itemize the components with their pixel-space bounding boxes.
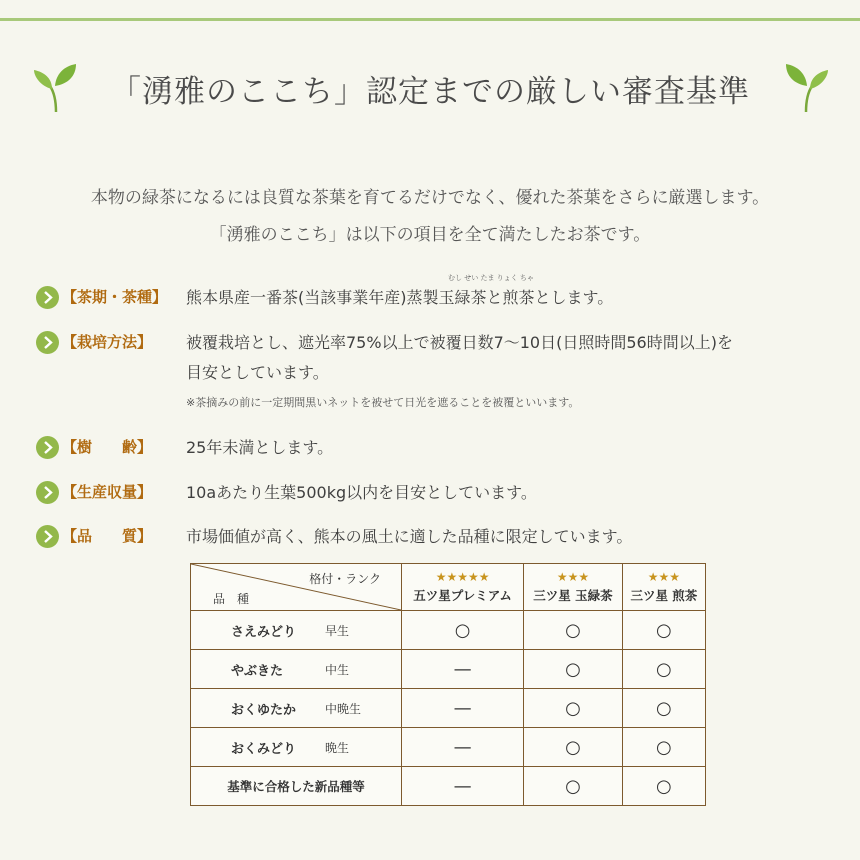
harvest-timing: 晩生 (325, 741, 350, 755)
intro-line-1: 本物の緑茶になるには良質な茶葉を育てるだけでなく、優れた茶葉をさらに厳選します。 (90, 188, 770, 208)
corner-rank-label: 格付・ランク (309, 572, 381, 586)
variety-cell (191, 611, 402, 650)
arrow-bullet-icon (36, 436, 59, 459)
mark-cell: ○ (524, 767, 623, 806)
page-title: 「湧雅のここち」認定までの厳しい審査基準 (110, 74, 750, 110)
arrow-bullet-icon (36, 331, 59, 354)
table-row (191, 650, 706, 689)
harvest-timing: 中晩生 (325, 702, 362, 716)
column-header (524, 564, 623, 611)
criteria-text-continued: 目安としています。 (186, 363, 329, 382)
tea-leaf-icon (30, 62, 82, 114)
criteria-label: 【栽培方法】 (62, 333, 153, 351)
criteria-text: 市場価値が高く、熊本の風土に適した品種に限定しています。 (186, 527, 633, 546)
variety-name: やぶきた (231, 664, 284, 679)
mark-cell: — (402, 728, 524, 767)
mark-cell: ○ (622, 689, 705, 728)
star-rating: ★★★ (647, 570, 681, 584)
table-corner-cell (191, 564, 402, 611)
ruby-reading: むし せい たま りょく ちゃ (448, 274, 534, 282)
variety-cell (191, 767, 402, 806)
criteria-text: 熊本県産一番茶(当該事業年産)蒸製玉緑茶と煎茶とします。 (186, 288, 614, 307)
grade-label: 五ツ星プレミアム (413, 588, 512, 603)
table-row (191, 611, 706, 650)
mark-cell: — (402, 689, 524, 728)
criteria-text: 被覆栽培とし、遮光率75%以上で被覆日数7～10日(日照時間56時間以上)を (186, 333, 733, 352)
arrow-bullet-icon (36, 481, 59, 504)
table-row (191, 689, 706, 728)
rank-table (190, 563, 706, 806)
mark-cell: ○ (622, 650, 705, 689)
mark-cell: ○ (622, 728, 705, 767)
harvest-timing: 早生 (325, 624, 350, 638)
arrow-bullet-icon (36, 286, 59, 309)
title-row (0, 58, 860, 118)
variety-name: 基準に合格した新品種等 (227, 779, 365, 794)
star-rating: ★★★ (556, 570, 590, 584)
table-header-row (191, 564, 706, 611)
variety-rank-table (190, 563, 706, 809)
variety-cell (191, 728, 402, 767)
variety-cell (191, 689, 402, 728)
mark-cell: — (402, 650, 524, 689)
variety-cell (191, 650, 402, 689)
grade-label: 三ツ星 玉緑茶 (533, 588, 613, 603)
mark-cell: ○ (524, 611, 623, 650)
mark-cell: ○ (622, 611, 705, 650)
variety-name: さえみどり (231, 625, 297, 640)
criteria-label: 【品 質】 (62, 527, 153, 545)
criteria-label: 【樹 齢】 (62, 438, 153, 456)
column-header (622, 564, 705, 611)
corner-variety-label: 品 種 (213, 592, 250, 606)
tea-leaf-icon (780, 62, 832, 114)
table-row (191, 767, 706, 806)
arrow-bullet-icon (36, 525, 59, 548)
variety-name: おくみどり (231, 742, 297, 757)
criteria-label: 【茶期・茶種】 (62, 288, 168, 306)
mark-cell: — (402, 767, 524, 806)
cultivation-footnote: ※茶摘みの前に一定期間黒いネットを被せて日光を遮ることを被覆といいます。 (186, 396, 580, 409)
mark-cell: ○ (622, 767, 705, 806)
mark-cell: ○ (524, 650, 623, 689)
mark-cell: ○ (402, 611, 524, 650)
grade-label: 三ツ星 煎茶 (630, 588, 698, 603)
criteria-text: 25年未満とします。 (186, 438, 334, 457)
variety-name: おくゆたか (231, 703, 297, 718)
mark-cell: ○ (524, 689, 623, 728)
criteria-text: 10aあたり生葉500kg以内を目安としています。 (186, 483, 537, 502)
intro-line-2: 「湧雅のここち」は以下の項目を全て満たしたお茶です。 (209, 225, 651, 245)
column-header (402, 564, 524, 611)
top-divider (0, 18, 860, 21)
harvest-timing: 中生 (325, 663, 350, 677)
star-rating: ★★★★★ (435, 570, 490, 584)
table-row (191, 728, 706, 767)
mark-cell: ○ (524, 728, 623, 767)
criteria-label: 【生産収量】 (62, 483, 153, 501)
